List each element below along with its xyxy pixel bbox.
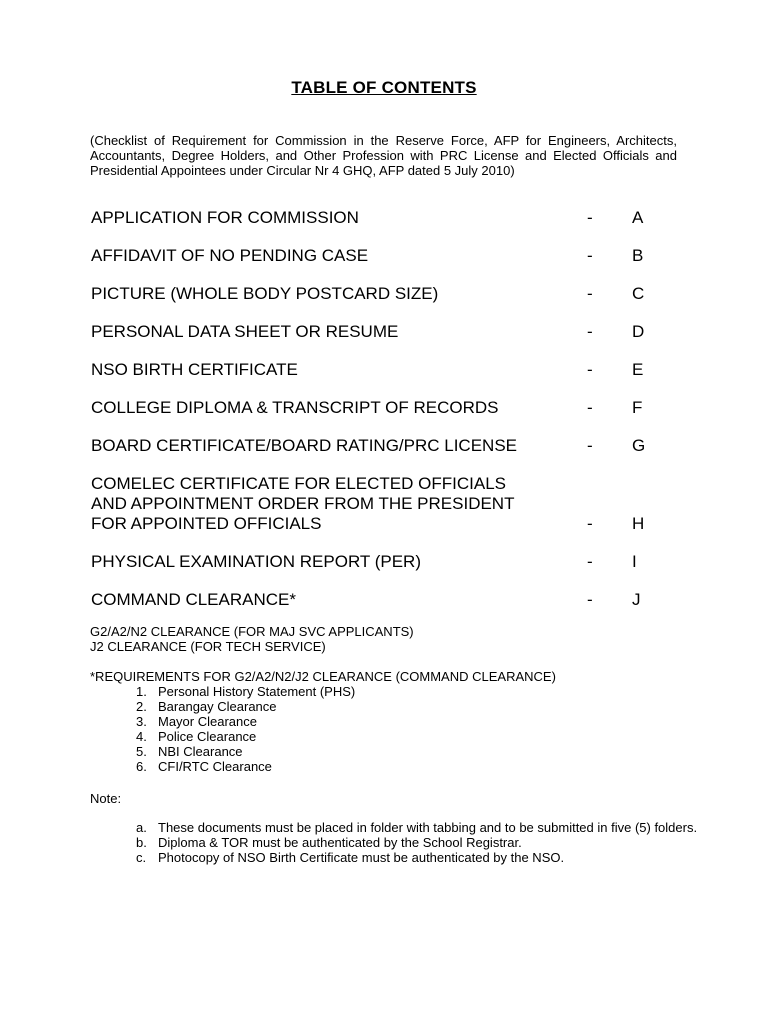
list-letter: c. [136,850,147,865]
toc-label: PHYSICAL EXAMINATION REPORT (PER) [91,552,421,571]
list-letter: b. [136,835,147,850]
toc-dash: - [587,552,593,571]
toc-label: COLLEGE DIPLOMA & TRANSCRIPT OF RECORDS [91,398,499,417]
toc-row [91,360,691,380]
toc-row [91,474,691,534]
toc-dash: - [587,246,593,265]
list-item [90,820,706,835]
toc-dash: - [587,284,593,303]
toc-letter: A [632,208,644,227]
toc-row [91,284,691,304]
toc-label: COMELEC CERTIFICATE FOR ELECTED OFFICIALS AND APPOINTMENT ORDER FROM THE PRESIDENT FOR APPOINTED OFFICIALS [91,474,515,533]
list-item [90,714,556,729]
list-number: 3. [136,714,147,729]
toc-dash: - [587,360,593,379]
toc-list [91,208,691,628]
list-item [90,759,556,774]
toc-letter: I [632,552,637,571]
list-item [90,744,556,759]
list-text: Mayor Clearance [158,714,257,729]
list-text: Police Clearance [158,729,257,744]
note-label: Note: [90,791,122,806]
toc-letter: E [632,360,644,379]
toc-letter: H [632,514,645,533]
toc-dash: - [587,398,593,417]
requirements-block [90,669,556,774]
toc-label: NSO BIRTH CERTIFICATE [91,360,298,379]
toc-row [91,552,691,572]
toc-letter: B [632,246,644,265]
list-number: 5. [136,744,147,759]
list-item [90,835,706,850]
note-list [90,820,706,865]
clearance-line: G2/A2/N2 CLEARANCE (FOR MAJ SVC APPLICANTS) [90,624,414,639]
list-text: Barangay Clearance [158,699,277,714]
toc-row [91,246,691,266]
list-item [90,850,706,865]
intro-paragraph: (Checklist of Requirement for Commission in the Reserve Force, AFP for Engineers, Architects, Accountants, Degree Holders, and Other Profession with PRC License and Elected Officials and Presidential Appointees under Circular Nr 4 GHQ, AFP dated 5 July 2010) [90,133,677,178]
toc-label: BOARD CERTIFICATE/BOARD RATING/PRC LICENSE [91,436,518,455]
requirements-list [90,684,556,774]
list-text: Diploma & TOR must be authenticated by the School Registrar. [158,835,522,850]
toc-label: COMMAND CLEARANCE* [91,590,296,609]
list-text: These documents must be placed in folder with tabbing and to be submitted in five (5) folders. [158,820,698,835]
requirements-heading: *REQUIREMENTS FOR G2/A2/N2/J2 CLEARANCE (COMMAND CLEARANCE) [90,669,556,684]
toc-dash: - [587,514,593,533]
list-text: NBI Clearance [158,744,243,759]
toc-label: APPLICATION FOR COMMISSION [91,208,359,227]
toc-label: AFFIDAVIT OF NO PENDING CASE [91,246,369,265]
list-text: Photocopy of NSO Birth Certificate must be authenticated by the NSO. [158,850,565,865]
toc-dash: - [587,208,593,227]
clearance-block [90,624,414,654]
toc-row [91,436,691,456]
list-number: 1. [136,684,147,699]
list-number: 4. [136,729,147,744]
list-item [90,699,556,714]
list-text: Personal History Statement (PHS) [158,684,356,699]
clearance-line: J2 CLEARANCE (FOR TECH SERVICE) [90,639,326,654]
toc-letter: J [632,590,641,609]
page-title: TABLE OF CONTENTS [291,78,477,97]
toc-row [91,398,691,418]
toc-row [91,590,691,610]
toc-letter: C [632,284,645,303]
list-number: 6. [136,759,147,774]
list-item [90,729,556,744]
toc-label: PERSONAL DATA SHEET OR RESUME [91,322,399,341]
toc-letter: D [632,322,645,341]
toc-dash: - [587,322,593,341]
toc-row [91,208,691,228]
list-item [90,684,556,699]
list-number: 2. [136,699,147,714]
toc-dash: - [587,436,593,455]
toc-letter: F [632,398,643,417]
toc-letter: G [632,436,646,455]
list-text: CFI/RTC Clearance [158,759,272,774]
toc-dash: - [587,590,593,609]
toc-row [91,322,691,342]
list-letter: a. [136,820,147,835]
toc-label: PICTURE (WHOLE BODY POSTCARD SIZE) [91,284,439,303]
